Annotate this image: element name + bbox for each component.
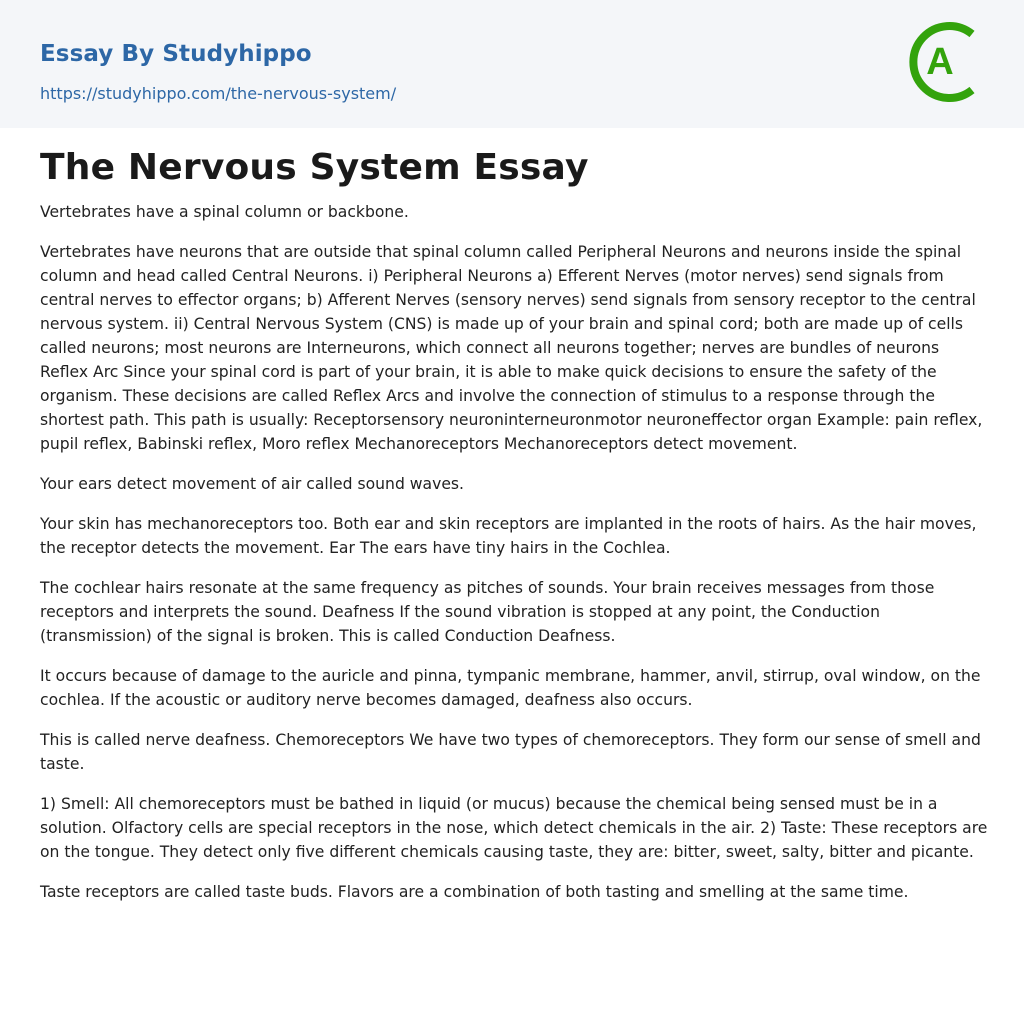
paragraph: This is called nerve deafness. Chemoreceptors We have two types of chemoreceptors. They form our sense of smell and taste. bbox=[40, 731, 981, 773]
article-body bbox=[40, 200, 990, 920]
brand-title[interactable]: Essay By Studyhippo bbox=[40, 41, 312, 67]
page-title: The Nervous System Essay bbox=[40, 147, 589, 188]
paragraph: Vertebrates have neurons that are outside that spinal column called Peripheral Neurons and neurons inside the spinal column and head called Central Neurons. i) Peripheral Neurons a) Efferent Nerves (motor nerves) send signals from central nerves to effector organs; b) Afferent Nerves (sensory nerves) send signals from sensory receptor to the central nervous system. ii) Central Nervous System (CNS) is made up of your brain and spinal cord; both are made up of cells called neurons; most neurons are Interneurons, which connect all neurons together; nerves are bundles of neurons Reflex Arc Since your spinal cord is part of your brain, it is able to make quick decisions to ensure the safety of the organism. These decisions are called Reflex Arcs and involve the connection of stimulus to a response through the shortest path. This path is usually: Receptorsensory neuroninterneuronmotor neuroneffector organ Example: pain reflex, pupil reflex, Babinski reflex, Moro reflex Mechanoreceptors Mechanoreceptors detect movement. bbox=[40, 243, 983, 453]
studyhippo-logo-icon[interactable] bbox=[908, 18, 988, 106]
paragraph: Taste receptors are called taste buds. Flavors are a combination of both tasting and smelling at the same time. bbox=[40, 883, 909, 901]
paragraph: Your skin has mechanoreceptors too. Both ear and skin receptors are implanted in the roots of hairs. As the hair moves, the receptor detects the movement. Ear The ears have tiny hairs in the Cochlea. bbox=[40, 515, 977, 557]
source-url-link[interactable]: https://studyhippo.com/the-nervous-system/ bbox=[40, 84, 397, 103]
paragraph: It occurs because of damage to the auricle and pinna, tympanic membrane, hammer, anvil, stirrup, oval window, on the cochlea. If the acoustic or auditory nerve becomes damaged, deafness also occurs. bbox=[40, 667, 981, 709]
paragraph: The cochlear hairs resonate at the same frequency as pitches of sounds. Your brain receives messages from those receptors and interprets the sound. Deafness If the sound vibration is stopped at any point, the Conduction (transmission) of the signal is broken. This is called Conduction Deafness. bbox=[40, 579, 935, 645]
paragraph: Vertebrates have a spinal column or backbone. bbox=[40, 203, 409, 221]
paragraph: 1) Smell: All chemoreceptors must be bathed in liquid (or mucus) because the chemical being sensed must be in a solution. Olfactory cells are special receptors in the nose, which detect chemicals in the air. 2) Taste: These receptors are on the tongue. They detect only five different chemicals causing taste, they are: bitter, sweet, salty, bitter and picante. bbox=[40, 795, 988, 861]
logo-letter: A bbox=[926, 41, 954, 83]
paragraph: Your ears detect movement of air called sound waves. bbox=[40, 475, 465, 493]
